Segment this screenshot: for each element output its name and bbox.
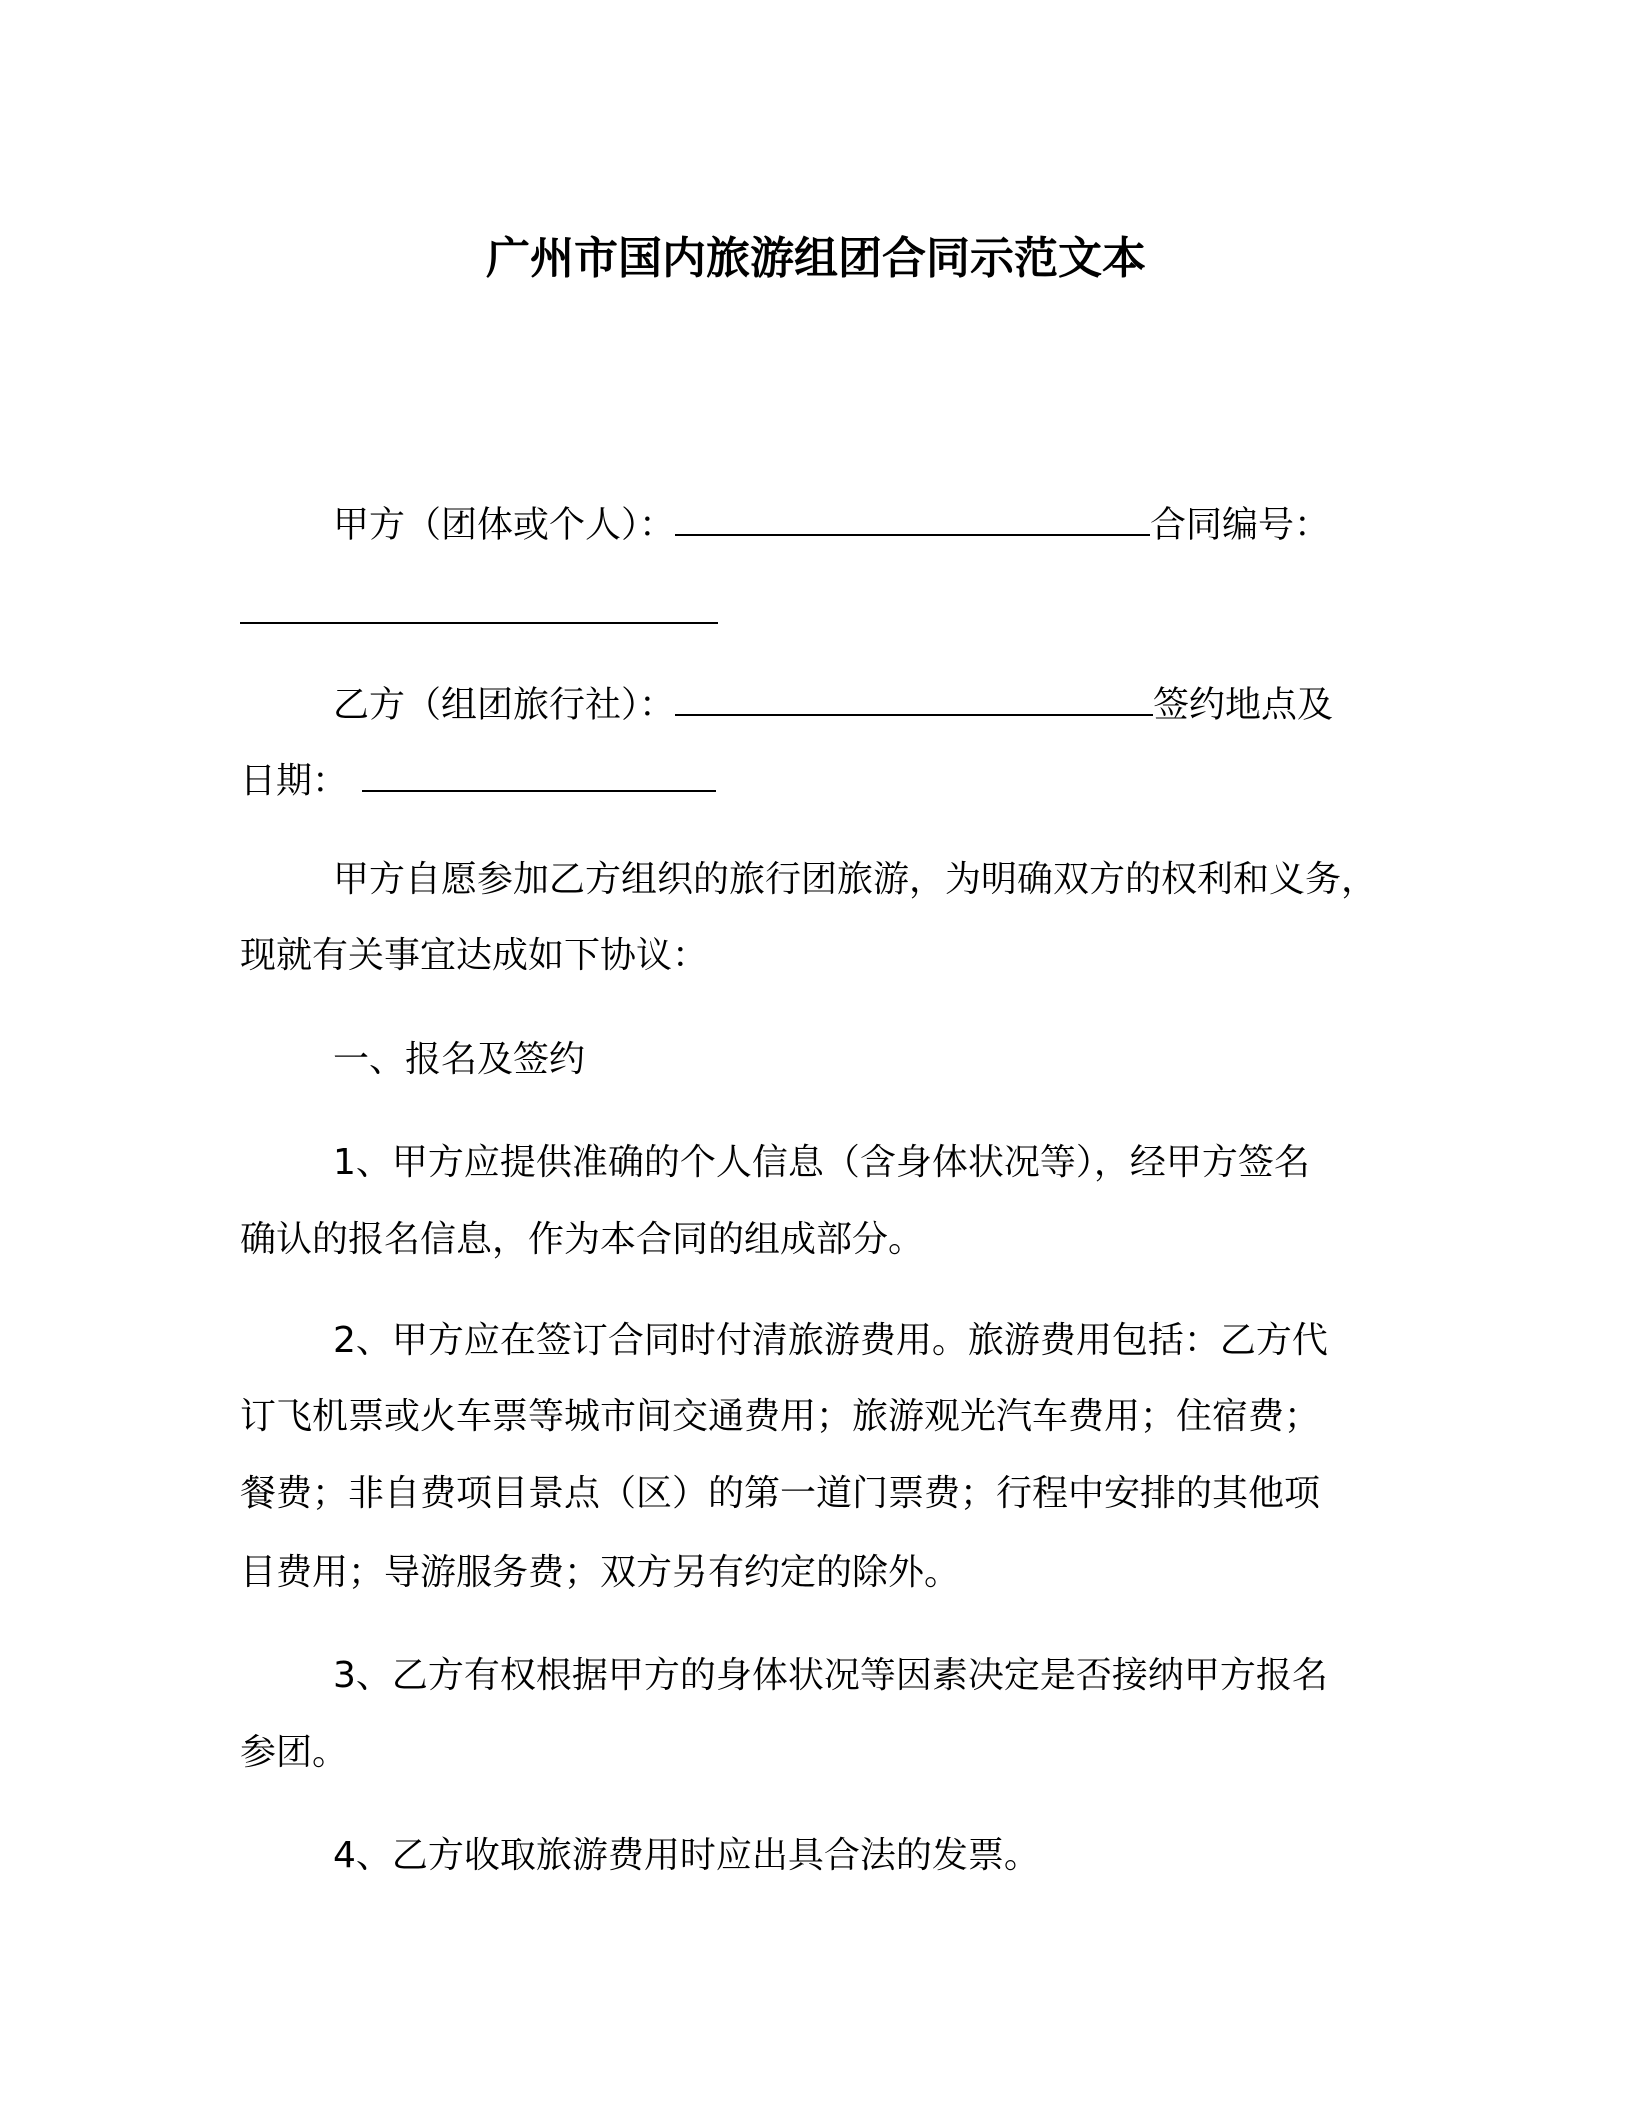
place-date-line — [240, 758, 716, 802]
contract-no-line — [240, 590, 718, 631]
party-a-label: 甲方（团体或个人）： — [333, 504, 676, 546]
clause-line: 1、甲方应提供准确的个人信息（含身体状况等），经甲方签名 — [333, 1142, 1310, 1183]
clause-line: 餐费；非自费项目景点（区）的第一道门票费；行程中安排的其他项 — [240, 1473, 1321, 1514]
clause-line: 3、乙方有权根据甲方的身体状况等因素决定是否接纳甲方报名 — [333, 1655, 1328, 1696]
clause-line: 参团。 — [240, 1732, 349, 1773]
intro-line-2: 现就有关事宜达成如下协议： — [240, 935, 709, 976]
place-date-label-2: 日期： — [240, 760, 349, 802]
clause-line: 4、乙方收取旅游费用时应出具合法的发票。 — [333, 1835, 1040, 1876]
party-a-blank[interactable] — [675, 502, 1150, 536]
contract-no-blank[interactable] — [240, 590, 718, 624]
party-b-label: 乙方（组团旅行社）： — [333, 684, 676, 726]
place-date-label-1: 签约地点及 — [1153, 684, 1334, 726]
clause-line: 确认的报名信息，作为本合同的组成部分。 — [240, 1219, 925, 1260]
clause-line: 订飞机票或火车票等城市间交通费用；旅游观光汽车费用；住宿费； — [240, 1396, 1321, 1437]
document-title: 广州市国内旅游组团合同示范文本 — [486, 233, 1146, 284]
party-b-line — [333, 682, 1334, 726]
clause-line: 2、甲方应在签订合同时付清旅游费用。旅游费用包括：乙方代 — [333, 1320, 1328, 1361]
clause-line: 目费用；导游服务费；双方另有约定的除外。 — [240, 1552, 961, 1593]
intro-line-1: 甲方自愿参加乙方组织的旅行团旅游，为明确双方的权利和义务， — [333, 859, 1378, 900]
party-b-blank[interactable] — [675, 682, 1153, 716]
section-heading: 一、报名及签约 — [333, 1039, 586, 1080]
place-date-blank[interactable] — [362, 758, 716, 792]
contract-no-label: 合同编号： — [1150, 504, 1331, 546]
party-a-line — [333, 502, 1331, 546]
